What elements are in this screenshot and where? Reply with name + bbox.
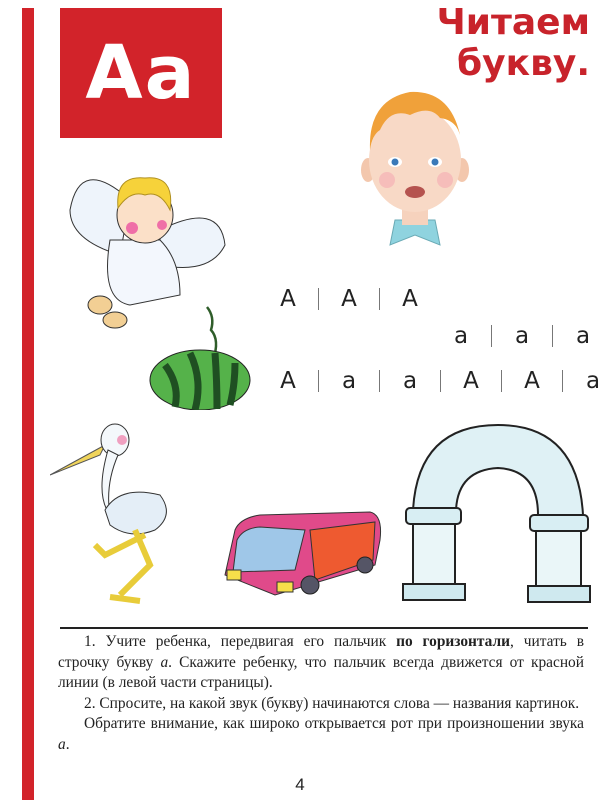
red-margin-line — [22, 8, 34, 800]
instruction-2: 2. Спросите, на какой звук (букву) начинаются слова — названия картинок. — [84, 694, 580, 712]
divider-rule — [60, 627, 588, 629]
separator — [440, 370, 441, 392]
separator — [379, 370, 380, 392]
letter: А — [463, 368, 479, 394]
stork-image — [50, 405, 190, 615]
separator — [552, 325, 553, 347]
instruction-3: Обратите внимание, как широко открывается рот при произношении звука а. — [58, 715, 584, 753]
letter: а — [514, 323, 530, 349]
separator — [379, 288, 380, 310]
page-title: Читаем букву. — [436, 2, 590, 84]
instructions — [58, 632, 584, 755]
letter: А — [280, 286, 296, 312]
letter-box-label: Aa — [85, 30, 197, 116]
letter-row-1 — [275, 286, 423, 312]
letter-box — [60, 8, 222, 138]
separator — [501, 370, 502, 392]
letter: А — [341, 286, 357, 312]
watermelon-image — [145, 305, 255, 410]
letter: а — [453, 323, 469, 349]
arch-image — [398, 420, 593, 605]
page-number: 4 — [295, 775, 305, 794]
separator — [318, 370, 319, 392]
letter: а — [575, 323, 591, 349]
letter: а — [341, 368, 357, 394]
letter-row-3 — [275, 368, 600, 394]
bus-image — [215, 500, 385, 600]
letter: а — [402, 368, 418, 394]
separator — [318, 288, 319, 310]
letter-row-2 — [448, 323, 596, 349]
letter: А — [280, 368, 296, 394]
separator — [562, 370, 563, 392]
letter: А — [524, 368, 540, 394]
letter: а — [585, 368, 600, 394]
letter: А — [402, 286, 418, 312]
separator — [491, 325, 492, 347]
instruction-1: 1. Учите ребенка, передвигая его пальчик по горизонтали, читать в строчку букву а. Скажите ребенку, что пальчик всегда движется от красной линии (в левой части страницы). — [58, 633, 584, 691]
boy-face-image — [360, 80, 470, 250]
